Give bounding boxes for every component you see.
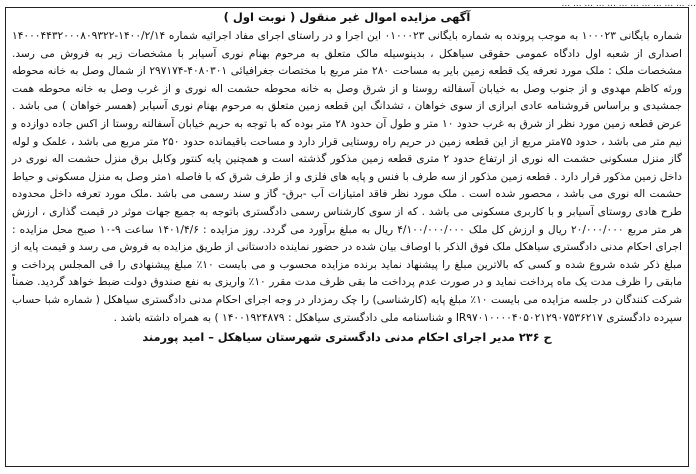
auction-notice bbox=[12, 10, 682, 345]
cropped-header-strip: ... ... ... ... ... ... ... ... ... ... ... ... bbox=[561, 0, 696, 9]
notice-title: آگهی مزایده اموال غیر منقول ( نوبت اول ) bbox=[223, 10, 471, 24]
notice-footer-signature: ح ۲۳۶ مدیر اجرای احکام مدنی دادگستری شهرستان سیاهکل – امید پورمند bbox=[142, 331, 552, 345]
notice-body: شماره بایگانی ۱۰۰۰۲۳ به موجب پرونده به شماره بایگانی ۰۱۰۰۰۲۳ این اجرا و در راستای اجرای مفاد اجرائیه شماره ۱۴۰۰/۲/۱۴-۱۴۰۰۰۴۴۳۲۰۰۰۸۰۹۳۲۲ اصداری از شعبه اول دادگاه عمومی حقوقی سیاهکل ، بدینوسیله مالک متعلق به مرحوم بهنام نوری آسیابر با مشخصات زیر به فروش می رسد. مشخصات ملک : ملک مورد تعرفه یک قطعه زمین بایر به مساحت ۲۸۰ متر مربع با مختصات جغرافیائی ۴۰۸۰۳۰۱-۲۹۷۱۷۴ از شمال وصل به خانه محوطه ورثه کاظم مهدوی و از جنوب وصل به خیابان آسفالته روستا و از شرق وصل به خانه محوطه حشمت اله نوری و از غرب وصل به خانه محوطه همت جمشیدی و براساس قروشنامه عادی ابرازی از سوی خواهان ، تشدانگ این قطعه زمین متعلق به مرحوم بهنام نوری آسیابر (همسر خواهان ) می باشد . عرض قطعه زمین مورد نظر از شرق به غرب حدود ۱۰ متر و طول آن حدود ۲۸ متر بوده که با توجه به حریم خیابان آسفالته روستا از اکس جاده دوازده و نیم متر می باشد ، حدود ۷۵متر مربع از این قطعه زمین در حریم راه روستایی قرار دارد و مساحت باقیمانده حدود ۲۵۰ متر مربع می باشد ، علمک و لوله گاز منزل مسکونی حشمت اله نوری از ارتفاع حدود ۲ متری قطعه زمین مذکور گذشته است و همچنین پایه کنتور وکابل برق منزل حشمت اله نوری در داخل زمین مذکور قرار دارد . قطعه زمین مذکور از سه طرف با فنس و پایه های فلزی و از طرف شرق که با فاصله ۱متر وصل به منزل مسکونی و حیاط حشمت اله نوری می باشد ، محصور شده است . ملک مورد نظر فاقد امتیازات آب -برق- گاز و سند رسمی می باشد .ملک مورد تعرفه داخل محدوده طرح هادی روستای آسیابر و با کاربری مسکونی می باشد . که از سوی کارشناس رسمی دادگستری باتوجه به جمیع جهات موثر در قیمت گذاری ، ارزش هر متر مربع ۲۰/۰۰۰/۰۰۰ ریال و ارزش کل ملک ۴/۱۰۰/۰۰۰/۰۰۰ ریال به مبلغ برآورد می گردد. روز مزایده : ۱۴۰۱/۴/۶ ساعت ۹-۱۰ صبح محل مزایده : اجرای احکام مدنی دادگستری سیاهکل ملک فوق الذکر با اوصاف بیان شده در حضور نماینده دادستانی از طریق مزایده به فروش می رسد و قیمت پایه از مبلغ ذکر شده شروع شده و کسی که بالاترین مبلغ را پیشنهاد نماید برنده مزایده محسوب و می بایست ۱۰٪ مبلغ پیشنهادی را فی المجلس پرداخت و مابقی را ظرف مدت یک ماه پرداخت نماید و در صورت عدم پرداخت ما بقی ظرف مدت مقرر ۱۰٪ واریزی به نفع صندوق دولت ضبط خواهد گردید. ضمناً شرکت کنندگان در جلسه مزایده می بایست ۱۰٪ مبلغ پایه (کارشناسی) را چک رمزدار در وجه اجرای احکام مدنی دادگستری سیاهکل ( شماره شبا حساب سپرده دادگستری IR۹۷۰۱۰۰۰۰۴۰۵۰۲۱۲۹۰۷۵۳۶۲۱۷ و شناسنامه ملی دادگستری سیاهکل : ۱۴۰۰۱۹۲۴۸۷۹ ) به همراه داشته باشد . bbox=[12, 30, 683, 324]
